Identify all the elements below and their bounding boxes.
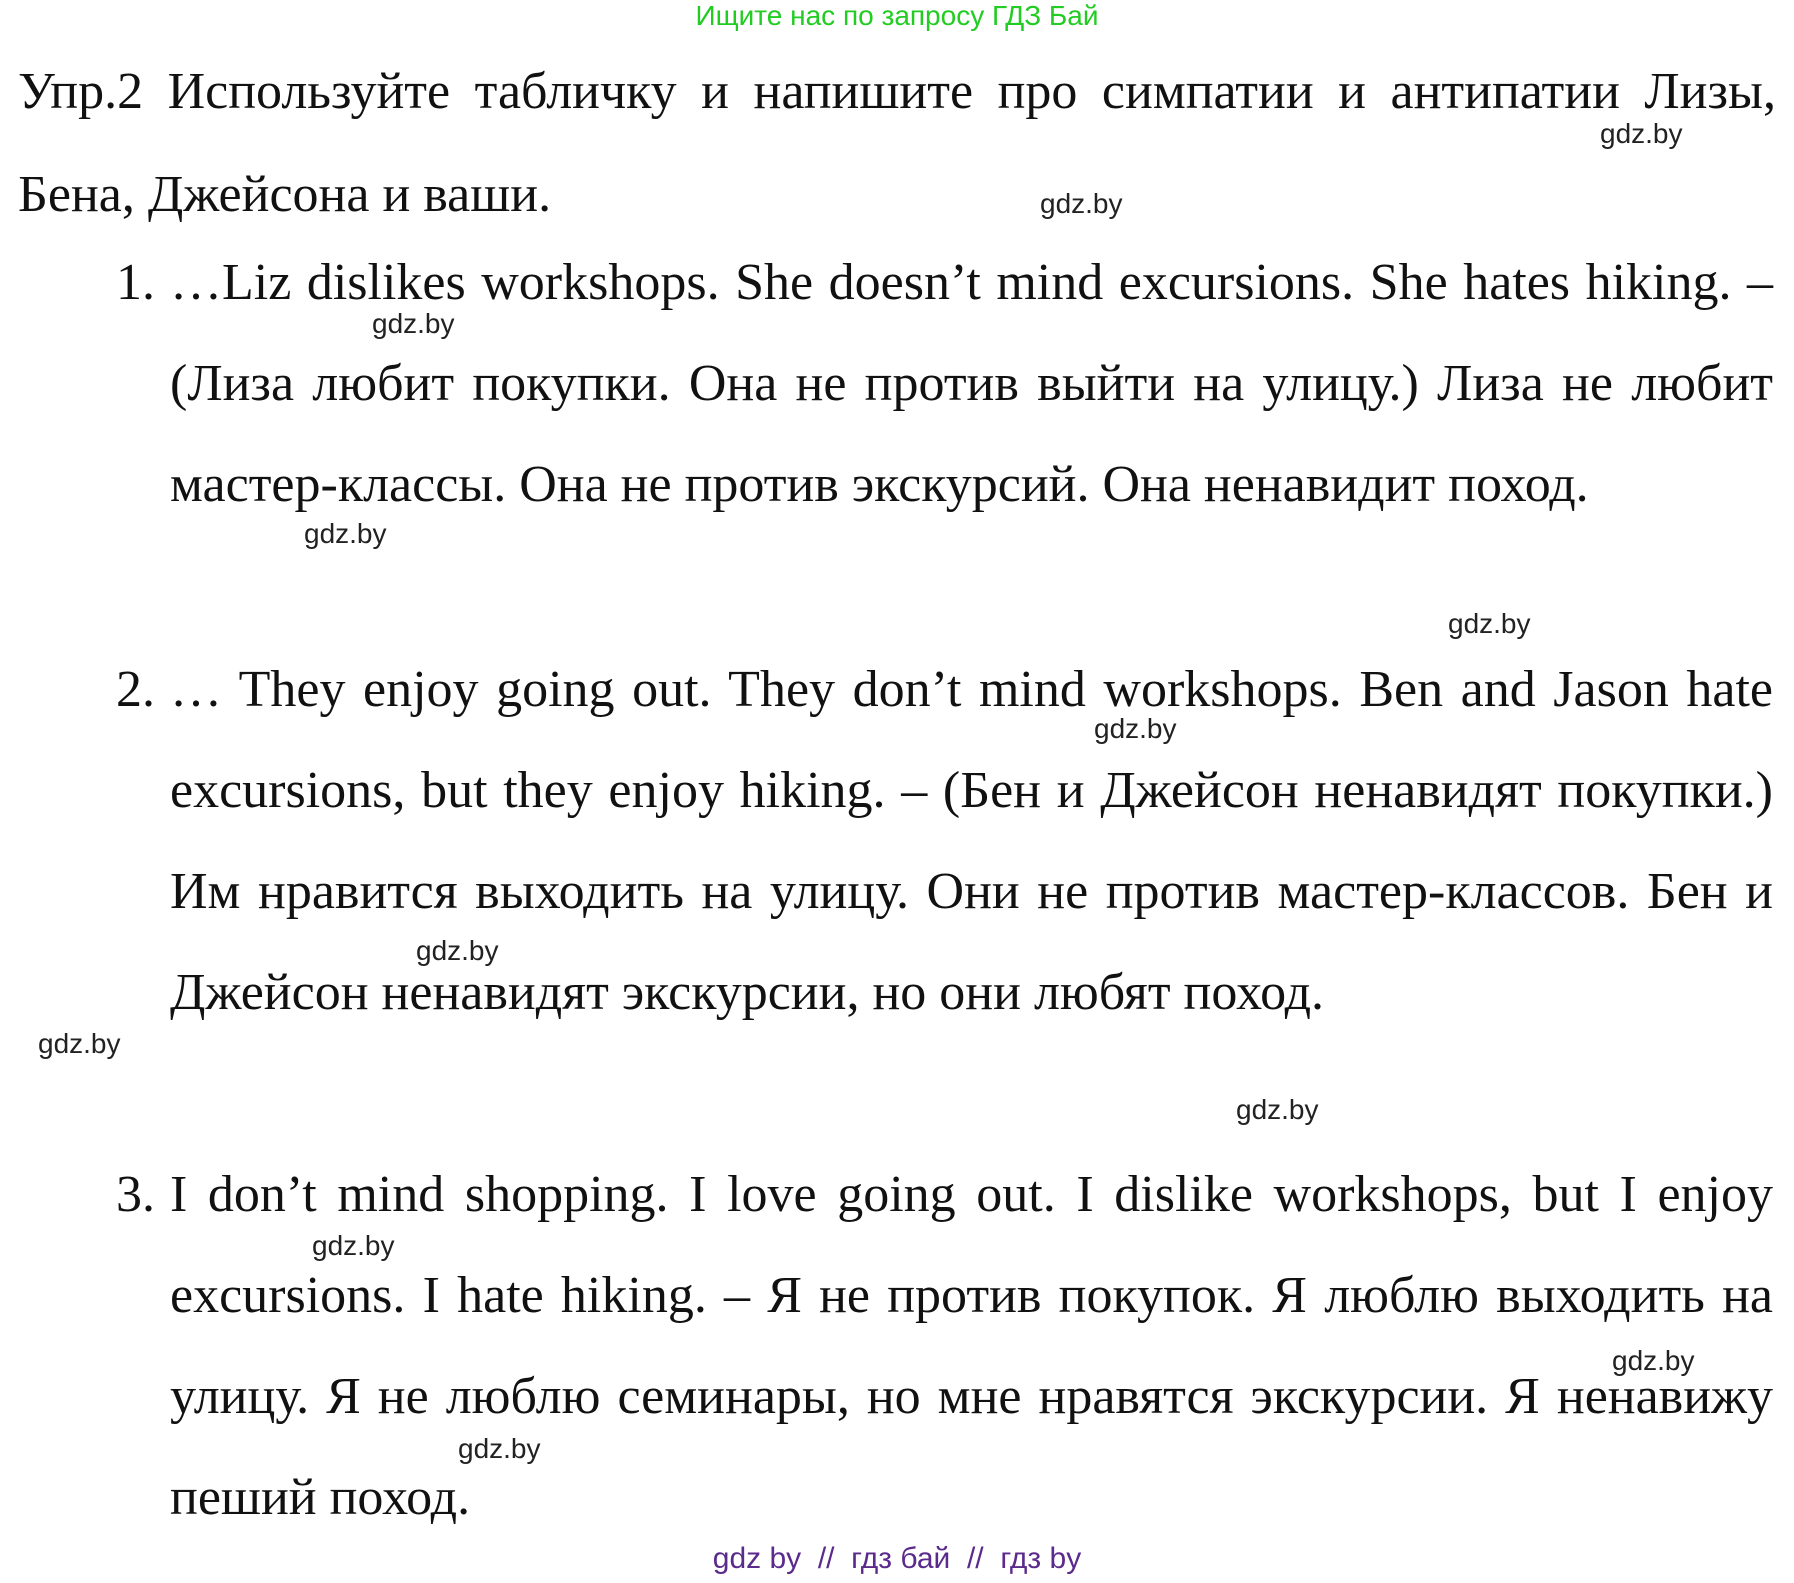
exercise-title: Упр.2 Используйте табличку и напишите про симпатии и антипатии Лизы, Бена, Джейсона и ваши. bbox=[18, 63, 1776, 223]
watermark: gdz.by bbox=[372, 308, 455, 339]
item-text: I don’t mind shopping. I love going out. I dislike workshops, but I enjoy excursions. I hate hiking. – Я не против покупок. Я люблю выходить на улицу. Я не люблю семинары, но мне нравятся экскурсии. Я ненавижу пеший поход. bbox=[170, 1166, 1773, 1526]
item-number: 2. bbox=[116, 661, 155, 718]
watermark: gdz.by bbox=[304, 518, 387, 549]
watermark: gdz.by bbox=[1612, 1345, 1695, 1376]
footer-links: gdz by // гдз бай // гдз by bbox=[712, 1542, 1082, 1575]
watermark: gdz.by bbox=[1448, 608, 1531, 639]
item-number: 3. bbox=[116, 1166, 155, 1223]
item-text: …Liz dislikes workshops. She doesn’t mind excursions. She hates hiking. – (Лиза любит покупки. Она не против выйти на улицу.) Лиза не любит мастер-классы. Она не против экскурсий. Она ненавидит поход. bbox=[170, 254, 1773, 513]
item-number: 1. bbox=[116, 254, 155, 311]
item-text: … They enjoy going out. They don’t mind workshops. Ben and Jason hate excursions, but they enjoy hiking. – (Бен и Джейсон ненавидят покупки.) Им нравится выходить на улицу. Они не против мастер-классов. Бен и Джейсон ненавидят экскурсии, но они любят поход. bbox=[170, 661, 1773, 1021]
watermark: gdz.by bbox=[38, 1028, 121, 1059]
top-banner: Ищите нас по запросу ГДЗ Бай bbox=[695, 0, 1099, 31]
watermark: gdz.by bbox=[312, 1230, 395, 1261]
list-item bbox=[116, 232, 1773, 535]
list-item bbox=[116, 639, 1773, 1043]
watermark: gdz.by bbox=[1600, 118, 1683, 149]
watermark: gdz.by bbox=[458, 1433, 541, 1464]
list-item bbox=[116, 1144, 1773, 1548]
watermark: gdz.by bbox=[1236, 1094, 1319, 1125]
watermark: gdz.by bbox=[1040, 188, 1123, 219]
watermark: gdz.by bbox=[416, 935, 499, 966]
watermark: gdz.by bbox=[1094, 713, 1177, 744]
